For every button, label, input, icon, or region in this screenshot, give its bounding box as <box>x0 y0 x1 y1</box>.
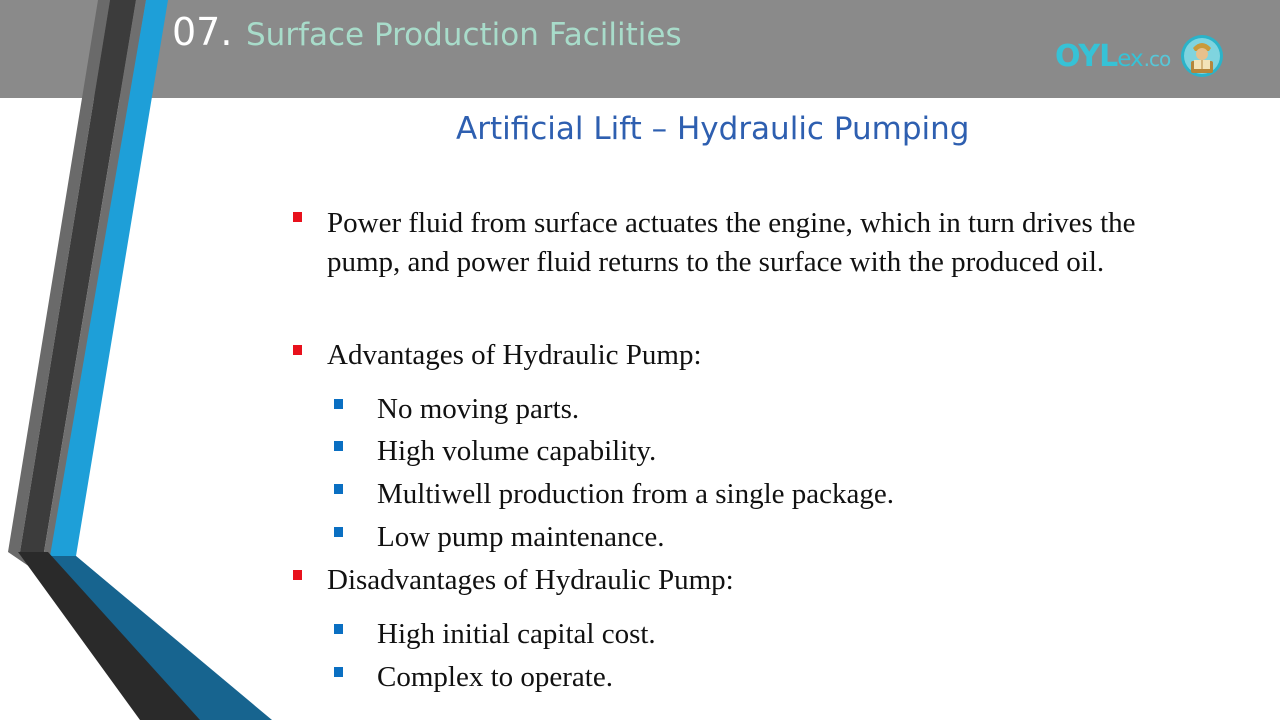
sub-bullet-item: High volume capability. <box>377 435 657 467</box>
red-square-bullet-icon <box>293 570 302 580</box>
section-number: 07. <box>172 10 233 54</box>
bullet-item: Power fluid from surface actuates the engine, which in turn drives the pump, and power fluid returns to the surface with the produced oil. <box>327 207 1136 278</box>
blue-square-bullet-icon <box>334 399 343 409</box>
logo-ex: ex <box>1117 45 1143 72</box>
oylex-logo <box>1055 34 1224 78</box>
red-square-bullet-icon <box>293 345 302 355</box>
blue-square-bullet-icon <box>334 441 343 451</box>
bullet-item: Disadvantages of Hydraulic Pump: <box>327 564 734 596</box>
blue-square-bullet-icon <box>334 527 343 537</box>
sub-bullet-item: Low pump maintenance. <box>377 521 665 553</box>
blue-square-bullet-icon <box>334 667 343 677</box>
bullet-item: Advantages of Hydraulic Pump: <box>327 339 702 371</box>
logo-wordmark <box>1055 39 1170 74</box>
slide-title: Artificial Lift – Hydraulic Pumping <box>456 111 970 147</box>
logo-main: OYL <box>1055 38 1118 74</box>
sub-bullet-item: Complex to operate. <box>377 661 613 693</box>
sub-bullet-item: No moving parts. <box>377 393 580 425</box>
sub-bullet-item: Multiwell production from a single package. <box>377 478 895 510</box>
red-square-bullet-icon <box>293 212 302 222</box>
logo-co: .co <box>1143 46 1171 71</box>
sub-bullet-item: High initial capital cost. <box>377 618 656 650</box>
blue-square-bullet-icon <box>334 484 343 494</box>
blue-square-bullet-icon <box>334 624 343 634</box>
oylex-mascot-icon <box>1180 34 1224 78</box>
section-title: Surface Production Facilities <box>246 17 682 53</box>
